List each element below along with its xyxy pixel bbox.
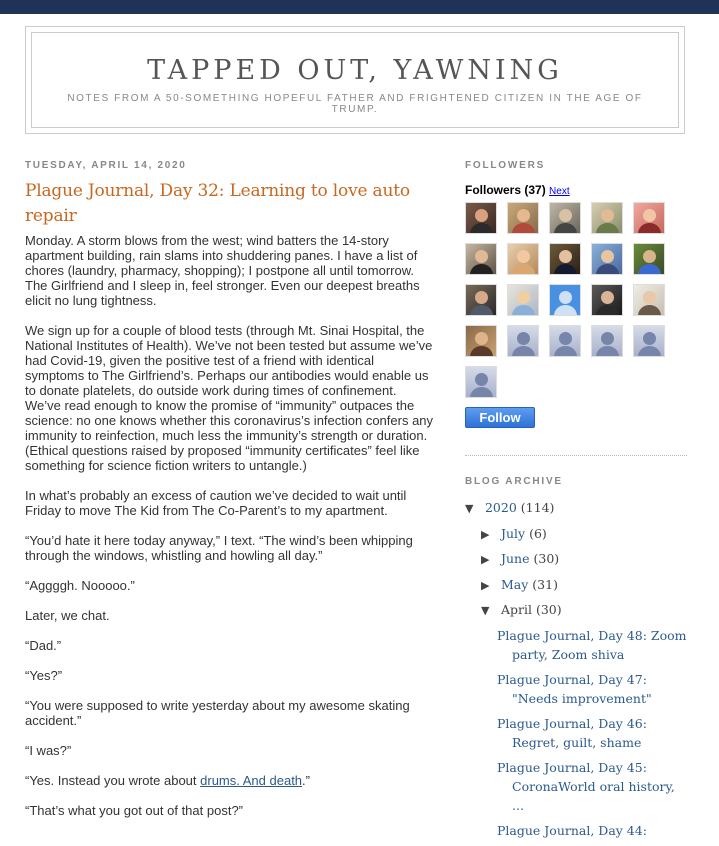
main-column: [25, 160, 435, 833]
expanded-triangle-icon[interactable]: ▼: [465, 502, 474, 515]
sidebar-divider: [465, 455, 687, 456]
follower-avatar[interactable]: [465, 202, 497, 234]
post-paragraph: “I was?”: [25, 743, 72, 758]
archive-year-2020[interactable]: [465, 498, 687, 524]
post-paragraph: “You’d hate it here today anyway,” I text. “The wind’s been whipping through the windows, whistling and howling all day.”: [25, 533, 413, 563]
post-paragraph: “You were supposed to write yesterday about my awesome skating accident.”: [25, 698, 410, 728]
follower-avatar[interactable]: [591, 243, 623, 275]
follow-button[interactable]: Follow: [465, 407, 535, 428]
sidebar: [465, 160, 687, 846]
next-followers-link[interactable]: Next: [549, 186, 570, 197]
archive-post-link[interactable]: Plague Journal, Day 44:: [497, 822, 647, 838]
follower-avatar[interactable]: [507, 202, 539, 234]
expanded-triangle-icon[interactable]: ▼: [481, 604, 490, 617]
follower-avatar[interactable]: [633, 243, 665, 275]
archive-month-label: April: [500, 602, 532, 617]
follower-avatar[interactable]: [633, 325, 665, 357]
archive-month-label[interactable]: July: [500, 525, 526, 541]
archive-year-count: (114): [520, 500, 555, 515]
archive-month-label[interactable]: June: [500, 551, 530, 566]
follower-avatar[interactable]: [507, 284, 539, 316]
follower-avatar[interactable]: [633, 284, 665, 316]
archive-post-link[interactable]: Plague Journal, Day 46: Regret, guilt, shame: [497, 715, 647, 750]
post-body: [25, 233, 435, 818]
post-paragraph: “Dad.”: [25, 638, 62, 653]
archive-month-count: (31): [532, 576, 558, 592]
post-paragraph: Monday. A storm blows from the west; wind batters the 14-story apartment building, rain slams into shuddering panes. I have a list of chores (laundry, pharmacy, shopping); I postpone all until tomorrow. The Girlfriend and I sleep in, feel stronger. Even our deepest breaths elicit no lung tightness.: [25, 233, 420, 308]
follower-avatar[interactable]: [465, 284, 497, 316]
archive-post-list: [465, 626, 687, 840]
blog-description: NOTES FROM A 50-SOMETHING HOPEFUL FATHER AND FRIGHTENED CITIZEN IN THE AGE OF TRUMP.: [67, 93, 643, 115]
followers-heading: FOLLOWERS: [465, 160, 546, 171]
follower-avatar[interactable]: [465, 366, 497, 398]
post-paragraph: [25, 773, 435, 788]
top-bar: [0, 0, 719, 14]
drums-and-death-link[interactable]: drums. And death: [200, 773, 303, 788]
archive-month-june[interactable]: [465, 549, 687, 575]
post-paragraph: In what’s probably an excess of caution we’ve decided to wait until Friday to move The Kid from The Co-Parent’s to my apartment.: [25, 488, 407, 518]
collapsed-triangle-icon[interactable]: ▶: [481, 553, 490, 566]
archive-month-may[interactable]: [465, 575, 687, 601]
archive-month-count: (6): [529, 525, 547, 541]
paragraph-text: “Yes. Instead you wrote about: [25, 773, 201, 788]
follower-avatar[interactable]: [549, 243, 581, 275]
follower-avatar[interactable]: [465, 325, 497, 357]
follower-avatar[interactable]: [549, 202, 581, 234]
follower-avatar[interactable]: [591, 284, 623, 316]
archive-month-july[interactable]: [465, 524, 687, 550]
post-date: TUESDAY, APRIL 14, 2020: [25, 160, 187, 171]
collapsed-triangle-icon[interactable]: ▶: [481, 578, 490, 592]
post-paragraph: “Aggggh. Nooooo.”: [25, 578, 135, 593]
follower-avatar[interactable]: [507, 325, 539, 357]
post-title[interactable]: Plague Journal, Day 32: Learning to love auto repair: [25, 181, 410, 226]
archive-post-link[interactable]: Plague Journal, Day 45: CoronaWorld oral history, ...: [497, 759, 675, 813]
collapsed-triangle-icon[interactable]: ▶: [481, 527, 490, 541]
follower-avatar[interactable]: [591, 202, 623, 234]
blog-header-inner: [31, 32, 679, 128]
follower-avatars: [465, 202, 687, 398]
post-paragraph: We sign up for a couple of blood tests (through Mt. Sinai Hospital, the National Institutes of Health). We’ve not been tested but assume we’ve had Covid-19, given the positive test of a friend with identical symptoms to The Girlfriend’s. Perhaps our antibodies would enable us to donate platelets, do outside work during times of confinement. We’ve read enough to know the promise of “immunity” outpaces the science: no one knows whether this coronavirus’s infection confers any immunity to reinfection, much less the immunity’s strength or duration. (Ethical questions raised by proposed “immunity certificates” feel like something for science fiction writers to untangle.): [25, 323, 434, 473]
archive-post-link[interactable]: Plague Journal, Day 48: Zoom party, Zoom shiva: [497, 627, 687, 662]
follower-avatar[interactable]: [633, 202, 665, 234]
blog-header: [25, 26, 685, 134]
post-paragraph: “Yes?”: [25, 668, 63, 683]
follower-avatar[interactable]: [591, 325, 623, 357]
archive-month-count: (30): [535, 602, 562, 617]
blog-title[interactable]: TAPPED OUT, YAWNING: [147, 55, 563, 86]
archive-post-link[interactable]: Plague Journal, Day 47: "Needs improvement": [497, 671, 652, 706]
paragraph-text: .”: [302, 773, 310, 788]
follower-avatar[interactable]: [549, 325, 581, 357]
archive-month-count: (30): [533, 551, 560, 566]
archive-month-label[interactable]: May: [500, 576, 529, 592]
follower-avatar[interactable]: [549, 284, 581, 316]
post-paragraph: “That’s what you got out of that post?”: [25, 803, 243, 818]
blog-archive: [465, 476, 687, 840]
archive-year-label[interactable]: 2020: [484, 500, 517, 515]
follower-avatar[interactable]: [507, 243, 539, 275]
follower-avatar[interactable]: [465, 243, 497, 275]
archive-month-april[interactable]: [465, 600, 687, 626]
followers-count: [465, 183, 687, 197]
archive-heading: BLOG ARCHIVE: [465, 476, 563, 487]
followers-label: Followers (37): [465, 183, 546, 197]
post-paragraph: Later, we chat.: [25, 608, 110, 623]
